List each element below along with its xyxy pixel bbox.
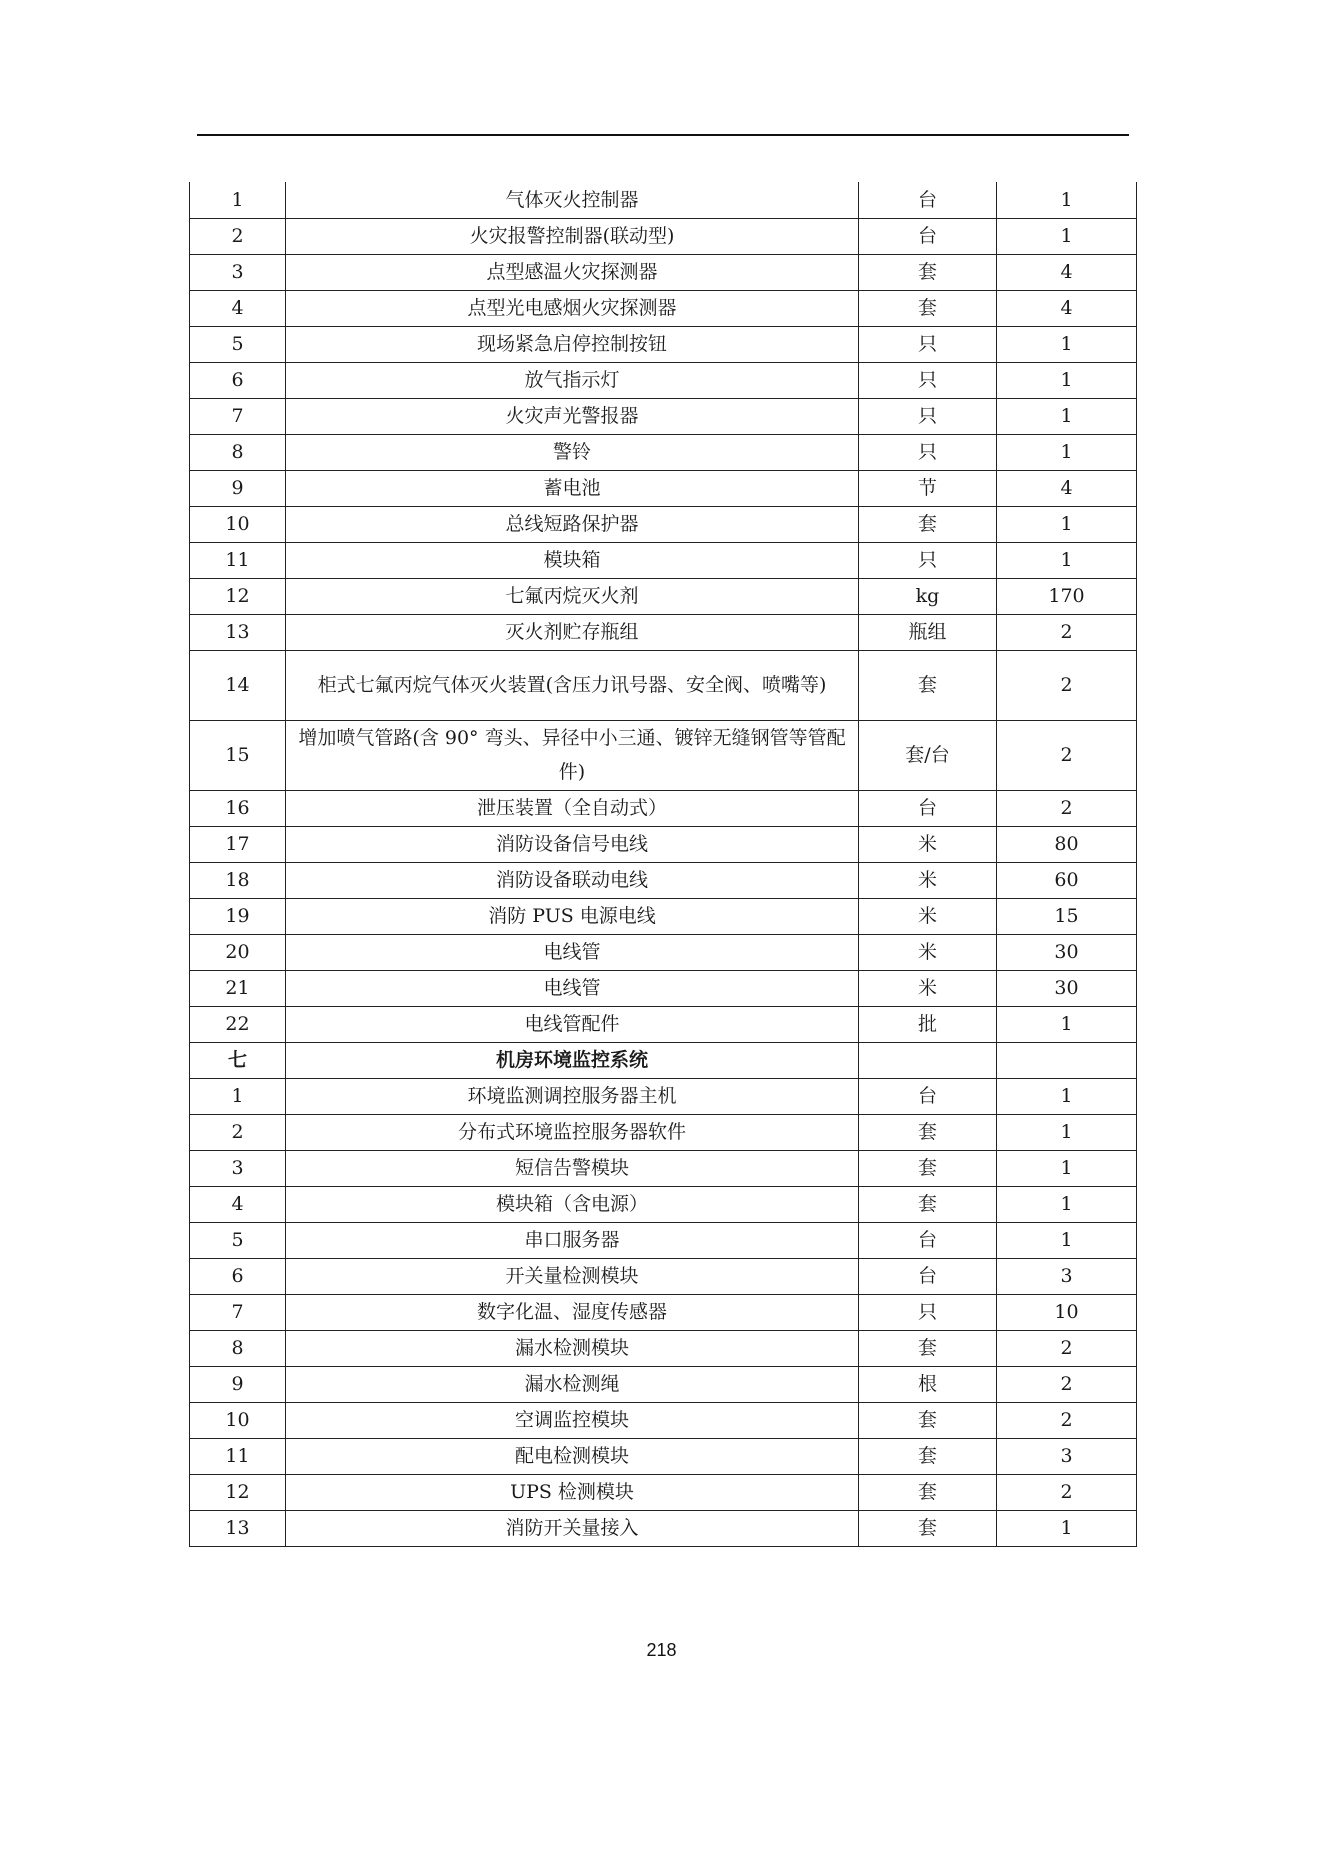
table-row — [190, 862, 1137, 898]
table-row — [190, 970, 1137, 1006]
quantity-cell: 2 — [997, 1366, 1137, 1402]
item-name-cell: 开关量检测模块 — [286, 1258, 859, 1294]
unit-cell: 瓶组 — [859, 614, 997, 650]
row-number-cell: 9 — [190, 1366, 286, 1402]
unit-cell: 批 — [859, 1006, 997, 1042]
item-name-cell: 电线管 — [286, 970, 859, 1006]
table-row — [190, 614, 1137, 650]
table-row — [190, 898, 1137, 934]
row-number-cell: 13 — [190, 1510, 286, 1546]
item-name-cell: 短信告警模块 — [286, 1150, 859, 1186]
quantity-cell: 1 — [997, 542, 1137, 578]
unit-cell: 套/台 — [859, 720, 997, 790]
quantity-cell: 1 — [997, 1150, 1137, 1186]
quantity-cell: 1 — [997, 1078, 1137, 1114]
table-row — [190, 1402, 1137, 1438]
item-name-cell: 电线管 — [286, 934, 859, 970]
quantity-cell: 3 — [997, 1438, 1137, 1474]
item-name-cell: 漏水检测模块 — [286, 1330, 859, 1366]
page-number: 218 — [646, 1640, 677, 1660]
table-row — [190, 1474, 1137, 1510]
unit-cell: 米 — [859, 970, 997, 1006]
quantity-cell: 2 — [997, 1402, 1137, 1438]
table-row — [190, 826, 1137, 862]
row-number-cell: 11 — [190, 542, 286, 578]
table-row — [190, 506, 1137, 542]
unit-cell: 台 — [859, 182, 997, 218]
table-row — [190, 254, 1137, 290]
unit-cell: 套 — [859, 1114, 997, 1150]
item-name-cell: 柜式七氟丙烷气体灭火装置(含压力讯号器、安全阀、喷嘴等) — [286, 650, 859, 720]
item-name-cell: 空调监控模块 — [286, 1402, 859, 1438]
quantity-cell: 3 — [997, 1258, 1137, 1294]
unit-cell: 米 — [859, 898, 997, 934]
unit-cell: 只 — [859, 434, 997, 470]
row-number-cell: 1 — [190, 182, 286, 218]
table-row — [190, 218, 1137, 254]
item-name-cell: 放气指示灯 — [286, 362, 859, 398]
table-row — [190, 1438, 1137, 1474]
quantity-cell: 2 — [997, 790, 1137, 826]
quantity-cell: 1 — [997, 1222, 1137, 1258]
row-number-cell: 17 — [190, 826, 286, 862]
quantity-cell: 1 — [997, 1186, 1137, 1222]
unit-cell: 套 — [859, 1402, 997, 1438]
unit-cell: 台 — [859, 1222, 997, 1258]
unit-cell: 米 — [859, 862, 997, 898]
item-name-cell: 漏水检测绳 — [286, 1366, 859, 1402]
unit-cell: 台 — [859, 1078, 997, 1114]
row-number-cell: 1 — [190, 1078, 286, 1114]
unit-cell: 套 — [859, 1510, 997, 1546]
item-name-cell: 分布式环境监控服务器软件 — [286, 1114, 859, 1150]
table-row — [190, 1330, 1137, 1366]
item-name-cell: 消防设备信号电线 — [286, 826, 859, 862]
row-number-cell: 2 — [190, 1114, 286, 1150]
table-row — [190, 470, 1137, 506]
quantity-cell: 15 — [997, 898, 1137, 934]
item-name-cell: 消防开关量接入 — [286, 1510, 859, 1546]
item-name-cell: 点型感温火灾探测器 — [286, 254, 859, 290]
unit-cell: 套 — [859, 1474, 997, 1510]
table-row — [190, 182, 1137, 218]
table-row — [190, 1258, 1137, 1294]
unit-cell: 套 — [859, 506, 997, 542]
item-name-cell: 消防设备联动电线 — [286, 862, 859, 898]
row-number-cell: 19 — [190, 898, 286, 934]
quantity-cell: 1 — [997, 1510, 1137, 1546]
quantity-cell: 2 — [997, 614, 1137, 650]
table-row — [190, 1150, 1137, 1186]
table-row — [190, 1114, 1137, 1150]
quantity-cell: 2 — [997, 1474, 1137, 1510]
row-number-cell: 7 — [190, 1294, 286, 1330]
row-number-cell: 12 — [190, 578, 286, 614]
unit-cell: 套 — [859, 1150, 997, 1186]
item-name-cell: 现场紧急启停控制按钮 — [286, 326, 859, 362]
header-rule — [197, 134, 1129, 136]
row-number-cell: 七 — [190, 1042, 286, 1078]
quantity-cell: 10 — [997, 1294, 1137, 1330]
unit-cell: 根 — [859, 1366, 997, 1402]
table-row — [190, 290, 1137, 326]
table-row — [190, 1294, 1137, 1330]
row-number-cell: 12 — [190, 1474, 286, 1510]
row-number-cell: 4 — [190, 290, 286, 326]
table-row — [190, 1186, 1137, 1222]
row-number-cell: 18 — [190, 862, 286, 898]
table-row — [190, 650, 1137, 720]
row-number-cell: 6 — [190, 362, 286, 398]
quantity-cell: 1 — [997, 1114, 1137, 1150]
quantity-cell: 2 — [997, 650, 1137, 720]
item-name-cell: UPS 检测模块 — [286, 1474, 859, 1510]
quantity-cell: 4 — [997, 254, 1137, 290]
table-row — [190, 326, 1137, 362]
unit-cell: kg — [859, 578, 997, 614]
table-row — [190, 1366, 1137, 1402]
table-row — [190, 1510, 1137, 1546]
table-row — [190, 578, 1137, 614]
row-number-cell: 9 — [190, 470, 286, 506]
row-number-cell: 3 — [190, 1150, 286, 1186]
section-row — [190, 1042, 1137, 1078]
row-number-cell: 6 — [190, 1258, 286, 1294]
table-row — [190, 934, 1137, 970]
quantity-cell — [997, 1042, 1137, 1078]
quantity-cell: 60 — [997, 862, 1137, 898]
unit-cell: 套 — [859, 1438, 997, 1474]
quantity-cell: 4 — [997, 470, 1137, 506]
row-number-cell: 8 — [190, 434, 286, 470]
table-row — [190, 1006, 1137, 1042]
unit-cell: 台 — [859, 1258, 997, 1294]
quantity-cell: 2 — [997, 720, 1137, 790]
table-row — [190, 720, 1137, 790]
item-name-cell: 泄压装置（全自动式） — [286, 790, 859, 826]
item-name-cell: 点型光电感烟火灾探测器 — [286, 290, 859, 326]
quantity-cell: 1 — [997, 326, 1137, 362]
row-number-cell: 4 — [190, 1186, 286, 1222]
quantity-cell: 1 — [997, 362, 1137, 398]
row-number-cell: 16 — [190, 790, 286, 826]
row-number-cell: 2 — [190, 218, 286, 254]
quantity-cell: 2 — [997, 1330, 1137, 1366]
row-number-cell: 22 — [190, 1006, 286, 1042]
table-row — [190, 362, 1137, 398]
item-name-cell: 气体灭火控制器 — [286, 182, 859, 218]
quantity-cell: 1 — [997, 1006, 1137, 1042]
row-number-cell: 10 — [190, 506, 286, 542]
item-name-cell: 蓄电池 — [286, 470, 859, 506]
unit-cell: 只 — [859, 1294, 997, 1330]
table-row — [190, 790, 1137, 826]
table-row — [190, 1222, 1137, 1258]
row-number-cell: 21 — [190, 970, 286, 1006]
item-name-cell: 模块箱（含电源） — [286, 1186, 859, 1222]
quantity-cell: 80 — [997, 826, 1137, 862]
unit-cell: 套 — [859, 1186, 997, 1222]
row-number-cell: 13 — [190, 614, 286, 650]
table-row — [190, 1078, 1137, 1114]
unit-cell: 米 — [859, 826, 997, 862]
unit-cell: 套 — [859, 254, 997, 290]
item-name-cell: 配电检测模块 — [286, 1438, 859, 1474]
row-number-cell: 11 — [190, 1438, 286, 1474]
row-number-cell: 20 — [190, 934, 286, 970]
item-name-cell: 总线短路保护器 — [286, 506, 859, 542]
item-name-cell: 串口服务器 — [286, 1222, 859, 1258]
row-number-cell: 14 — [190, 650, 286, 720]
equipment-table — [189, 182, 1137, 1547]
row-number-cell: 7 — [190, 398, 286, 434]
quantity-cell: 1 — [997, 434, 1137, 470]
unit-cell: 台 — [859, 790, 997, 826]
item-name-cell: 警铃 — [286, 434, 859, 470]
table-row — [190, 398, 1137, 434]
quantity-cell: 1 — [997, 182, 1137, 218]
item-name-cell: 环境监测调控服务器主机 — [286, 1078, 859, 1114]
item-name-cell: 增加喷气管路(含 90° 弯头、异径中小三通、镀锌无缝钢管等管配件) — [286, 720, 859, 790]
unit-cell: 节 — [859, 470, 997, 506]
unit-cell: 台 — [859, 218, 997, 254]
unit-cell: 米 — [859, 934, 997, 970]
unit-cell: 套 — [859, 650, 997, 720]
item-name-cell: 消防 PUS 电源电线 — [286, 898, 859, 934]
row-number-cell: 10 — [190, 1402, 286, 1438]
item-name-cell: 电线管配件 — [286, 1006, 859, 1042]
row-number-cell: 3 — [190, 254, 286, 290]
unit-cell: 套 — [859, 1330, 997, 1366]
item-name-cell: 数字化温、湿度传感器 — [286, 1294, 859, 1330]
item-name-cell: 灭火剂贮存瓶组 — [286, 614, 859, 650]
item-name-cell: 火灾报警控制器(联动型) — [286, 218, 859, 254]
quantity-cell: 30 — [997, 934, 1137, 970]
unit-cell: 只 — [859, 398, 997, 434]
quantity-cell: 1 — [997, 398, 1137, 434]
row-number-cell: 5 — [190, 326, 286, 362]
table-row — [190, 542, 1137, 578]
unit-cell: 只 — [859, 542, 997, 578]
quantity-cell: 1 — [997, 506, 1137, 542]
quantity-cell: 170 — [997, 578, 1137, 614]
table-body — [190, 182, 1137, 1546]
item-name-cell: 火灾声光警报器 — [286, 398, 859, 434]
row-number-cell: 15 — [190, 720, 286, 790]
item-name-cell: 机房环境监控系统 — [286, 1042, 859, 1078]
row-number-cell: 8 — [190, 1330, 286, 1366]
table-row — [190, 434, 1137, 470]
unit-cell: 只 — [859, 326, 997, 362]
item-name-cell: 七氟丙烷灭火剂 — [286, 578, 859, 614]
item-name-cell: 模块箱 — [286, 542, 859, 578]
unit-cell: 套 — [859, 290, 997, 326]
unit-cell — [859, 1042, 997, 1078]
quantity-cell: 4 — [997, 290, 1137, 326]
unit-cell: 只 — [859, 362, 997, 398]
row-number-cell: 5 — [190, 1222, 286, 1258]
quantity-cell: 30 — [997, 970, 1137, 1006]
quantity-cell: 1 — [997, 218, 1137, 254]
